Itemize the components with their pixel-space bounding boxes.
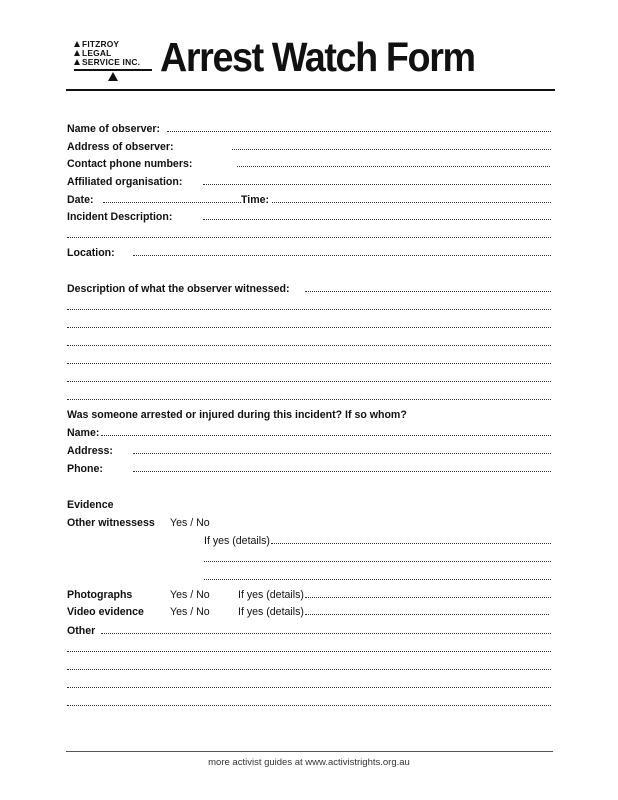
video-evidence-label: Video evidence xyxy=(67,606,144,618)
other-evidence-line[interactable] xyxy=(67,678,551,692)
date-label: Date: xyxy=(67,194,94,206)
arrested-phone-label: Phone: xyxy=(67,463,103,475)
fill-line xyxy=(204,579,551,580)
date-time-field[interactable] xyxy=(67,193,551,207)
time-label: Time: xyxy=(241,194,270,206)
fill-line xyxy=(101,633,551,634)
observer-name-label: Name of observer: xyxy=(67,123,161,135)
header-divider xyxy=(66,89,555,91)
fill-line xyxy=(67,669,551,670)
affiliated-org-label: Affiliated organisation: xyxy=(67,176,183,188)
other-evidence-label: Other xyxy=(67,625,96,637)
contact-phone-label: Contact phone numbers: xyxy=(67,158,193,170)
other-witnesses-row[interactable] xyxy=(67,516,551,530)
logo-scale-icon xyxy=(108,72,118,81)
other-evidence-line[interactable] xyxy=(67,660,551,674)
witnessed-field[interactable] xyxy=(67,282,551,296)
witnessed-label: Description of what the observer witnessed: xyxy=(67,283,290,295)
fill-line xyxy=(67,651,551,652)
other-witnesses-details-line[interactable] xyxy=(67,552,551,566)
photographs-row[interactable] xyxy=(67,588,551,602)
arrested-address-field[interactable] xyxy=(67,444,551,458)
incident-description-line[interactable] xyxy=(67,228,551,242)
observer-address-label: Address of observer: xyxy=(67,141,174,153)
fill-line xyxy=(67,399,551,400)
logo-line-3: SERVICE INC. xyxy=(82,57,141,67)
other-evidence-line[interactable] xyxy=(67,642,551,656)
location-label: Location: xyxy=(67,247,115,259)
fill-line xyxy=(237,166,550,167)
fill-line xyxy=(101,435,551,436)
fill-line xyxy=(305,614,549,615)
photographs-if-yes-label: If yes (details) xyxy=(238,589,304,601)
witnessed-line[interactable] xyxy=(67,318,551,332)
other-witnesses-details-field[interactable] xyxy=(67,534,551,548)
affiliated-org-field[interactable] xyxy=(67,175,551,189)
fill-line xyxy=(67,345,551,346)
observer-name-field[interactable] xyxy=(67,122,551,136)
arrested-name-field[interactable] xyxy=(67,426,551,440)
photographs-yes-no[interactable]: Yes / No xyxy=(170,589,210,601)
arrested-address-label: Address: xyxy=(67,445,113,457)
video-evidence-row[interactable] xyxy=(67,605,551,619)
logo-line-1: FITZROY xyxy=(82,39,120,49)
fill-line xyxy=(271,543,551,544)
contact-phone-field[interactable] xyxy=(67,157,551,171)
triangle-icon xyxy=(74,41,80,47)
fill-line xyxy=(203,219,551,220)
observer-address-field[interactable] xyxy=(67,140,551,154)
arrested-name-label: Name: xyxy=(67,427,100,439)
fill-line xyxy=(272,202,551,203)
evidence-heading-label: Evidence xyxy=(67,499,114,511)
fill-line xyxy=(203,184,551,185)
other-evidence-field[interactable] xyxy=(67,624,551,638)
fill-line xyxy=(103,202,241,203)
page-title: Arrest Watch Form xyxy=(160,34,475,80)
arrested-question-label: Was someone arrested or injured during this incident? If so whom? xyxy=(67,409,407,421)
other-witnesses-yes-no[interactable]: Yes / No xyxy=(170,517,210,529)
photographs-label: Photographs xyxy=(67,589,133,601)
fill-line xyxy=(67,237,551,238)
triangle-icon xyxy=(74,50,80,56)
fill-line xyxy=(133,255,551,256)
other-witnesses-if-yes-label: If yes (details) xyxy=(204,535,270,547)
fill-line xyxy=(67,687,551,688)
logo-bar xyxy=(74,69,152,71)
footer-divider xyxy=(66,751,553,752)
video-yes-no[interactable]: Yes / No xyxy=(170,606,210,618)
witnessed-line[interactable] xyxy=(67,390,551,404)
incident-description-label: Incident Description: xyxy=(67,211,173,223)
incident-description-field[interactable] xyxy=(67,210,551,224)
fill-line xyxy=(232,149,551,150)
fill-line xyxy=(67,309,551,310)
fill-line xyxy=(67,705,551,706)
fill-line xyxy=(305,291,551,292)
fitzroy-legal-service-logo xyxy=(74,38,154,84)
fill-line xyxy=(67,381,551,382)
witnessed-line[interactable] xyxy=(67,354,551,368)
footer-text: more activist guides at www.activistrights.org.au xyxy=(208,757,410,768)
other-evidence-line[interactable] xyxy=(67,696,551,710)
triangle-icon xyxy=(74,59,80,65)
evidence-heading xyxy=(67,498,551,512)
witnessed-line[interactable] xyxy=(67,300,551,314)
witnessed-line[interactable] xyxy=(67,336,551,350)
other-witnesses-details-line[interactable] xyxy=(67,570,551,584)
fill-line xyxy=(67,327,551,328)
witnessed-line[interactable] xyxy=(67,372,551,386)
fill-line xyxy=(67,363,551,364)
fill-line xyxy=(133,471,551,472)
location-field[interactable] xyxy=(67,246,551,260)
arrested-question xyxy=(67,408,551,422)
video-if-yes-label: If yes (details) xyxy=(238,606,304,618)
arrested-phone-field[interactable] xyxy=(67,462,551,476)
fill-line xyxy=(133,453,551,454)
fill-line xyxy=(204,561,551,562)
fill-line xyxy=(167,131,551,132)
other-witnesses-label: Other witnessess xyxy=(67,517,155,529)
fill-line xyxy=(305,597,551,598)
logo-line-2: LEGAL xyxy=(82,48,112,58)
